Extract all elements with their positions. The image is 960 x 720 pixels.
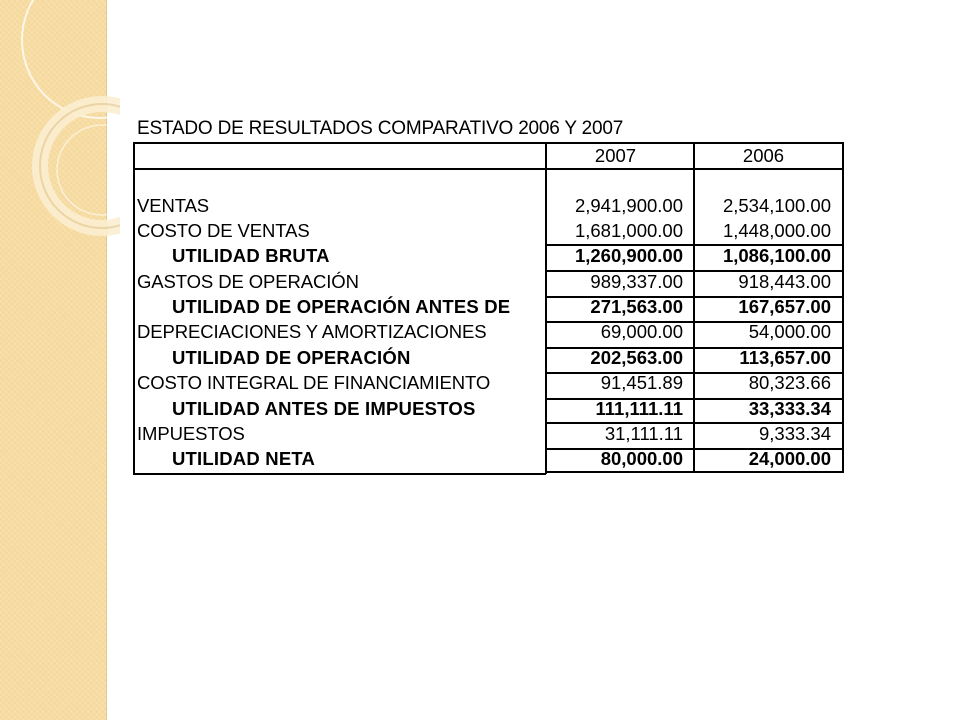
label-column-bottom-border xyxy=(133,473,546,475)
column-header-2006: 2006 xyxy=(742,145,785,166)
column-divider-1 xyxy=(545,142,547,474)
value-2007: 69,000.00 xyxy=(600,321,683,342)
column-header-2007: 2007 xyxy=(594,145,637,166)
subtotal-label: UTILIDAD DE OPERACIÓN xyxy=(172,347,411,368)
value-2006: 54,000.00 xyxy=(748,321,831,342)
value-2007: 1,681,000.00 xyxy=(574,220,683,241)
table-left-border xyxy=(133,142,135,474)
subtotal-value-2006: 167,657.00 xyxy=(738,296,831,317)
subtotal-value-2007: 1,260,900.00 xyxy=(574,245,683,266)
value-2007: 91,451.89 xyxy=(600,372,683,393)
value-2006: 80,323.66 xyxy=(748,372,831,393)
value-2007: 31,111.11 xyxy=(604,423,683,444)
subtotal-label: UTILIDAD ANTES DE IMPUESTOS xyxy=(172,398,476,419)
row-label: IMPUESTOS xyxy=(137,423,245,444)
subtotal-value-2006: 113,657.00 xyxy=(739,347,831,368)
subtotal-label: UTILIDAD BRUTA xyxy=(172,245,330,266)
row-label: VENTAS xyxy=(137,195,210,216)
ring-inner xyxy=(57,125,120,215)
subtotal-value-2007: 80,000.00 xyxy=(600,448,683,469)
value-2006: 2,534,100.00 xyxy=(722,195,831,216)
value-2006: 918,443.00 xyxy=(738,271,831,292)
row-label: GASTOS DE OPERACIÓN xyxy=(137,271,359,292)
subtotal-value-2007: 202,563.00 xyxy=(590,347,683,368)
value-2007: 989,337.00 xyxy=(590,271,683,292)
subtotal-value-2007: 111,111.11 xyxy=(595,398,683,419)
subtotal-label: UTILIDAD NETA xyxy=(172,448,316,469)
subtotal-value-2007: 271,563.00 xyxy=(590,296,683,317)
value-2006: 9,333.34 xyxy=(758,423,831,444)
value-2006: 1,448,000.00 xyxy=(722,220,831,241)
subtotal-label: UTILIDAD DE OPERACIÓN ANTES DE xyxy=(172,296,511,317)
subtotal-value-2006: 1,086,100.00 xyxy=(722,245,831,266)
subtotal-value-2006: 33,333.34 xyxy=(748,398,831,419)
row-label: DEPRECIACIONES Y AMORTIZACIONES xyxy=(137,321,487,342)
decorative-rings xyxy=(0,0,120,300)
subtotal-value-2006: 24,000.00 xyxy=(748,448,831,469)
value-2007: 2,941,900.00 xyxy=(574,195,683,216)
row-label: COSTO DE VENTAS xyxy=(137,220,310,241)
row-label: COSTO INTEGRAL DE FINANCIAMIENTO xyxy=(137,372,491,393)
statement-title: ESTADO DE RESULTADOS COMPARATIVO 2006 Y 2007 xyxy=(137,118,624,139)
